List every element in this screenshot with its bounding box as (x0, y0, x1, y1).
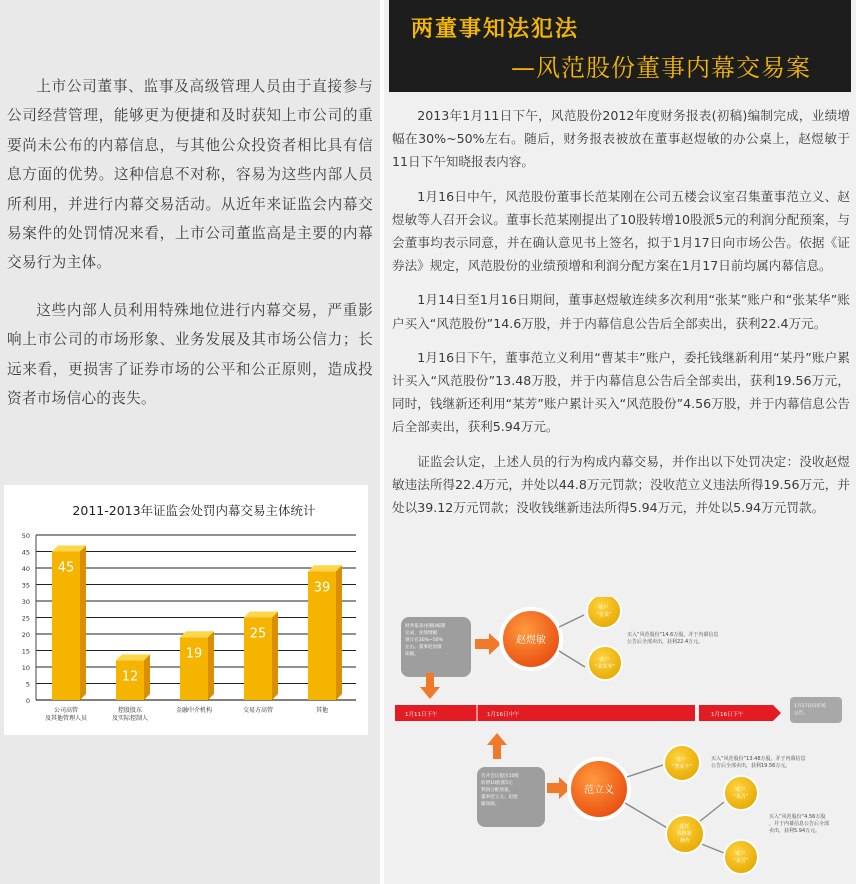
case-paragraph-5: 证监会认定，上述人员的行为构成内幕交易，并作出以下处罚决定：没收赵煜敏违法所得22.4万元，并处以44.8万元罚款；没收范立义违法所得19.56万元，并处以39.12万元罚款；没收钱继新违法所得5.94万元，并处以5.94万元罚款。 (392, 453, 850, 516)
x-tick-label: 控股股东 (117, 707, 143, 714)
info-box-meeting-line: 利润分配预案， (481, 788, 514, 793)
timeline-date-1: 1月11日下午 (405, 712, 438, 718)
bar-value-label: 45 (57, 560, 75, 576)
note-fan-1-line: 公告后全部卖出，获利19.56万元。 (711, 763, 791, 769)
account-zhang-line: 账户 (598, 605, 609, 611)
headline-banner (389, 0, 851, 92)
account-dan-line: “某丹” (733, 794, 749, 800)
x-tick-label: 金融中介机构 (175, 707, 213, 714)
y-tick-label: 30 (21, 598, 30, 606)
y-tick-label: 25 (21, 614, 30, 623)
note-fan-2-line: 卖出，获利5.94万元。 (769, 828, 821, 834)
account-dan-line: 账户 (735, 787, 746, 793)
intro-paragraph-2: 这些内部人员利用特殊地位进行内幕交易，严重影响上市公司的市场形象、业务发展及其市场公信力；长远来看，更损害了证券市场的公平和公正原则，造成投资者市场信心的丧失。 (7, 301, 373, 408)
bar-top (244, 612, 278, 618)
info-box-meeting-line: 敏知晓。 (481, 802, 500, 807)
intro-text (7, 72, 373, 431)
node-qian-line: 委托 (679, 824, 690, 830)
note-fan-2-line: 买入“风范股份”4.56万股 (769, 814, 826, 820)
link-fan-qian (625, 803, 669, 829)
bar-chart-svg (4, 485, 368, 735)
link-zhao-zhanghua (559, 651, 585, 667)
headline-title: 两董事知法犯法 (411, 17, 580, 42)
y-tick-label: 20 (21, 631, 30, 639)
x-tick-label: 其他 (315, 707, 329, 714)
case-paragraph-2: 1月16日中午，风范股份董事长范某刚在公司五楼会议室召集董事范立义、赵煜敏等人召开会议。董事长范某刚提出了10股转增10股派5元的利润分配预案，与会董事均表示同意，并在确认意见书上签名，拟于1月17日向市场公告。依据《证券法》规定，风范股份的业绩预增和利润分配方案在1月17日前均属内幕信息。 (392, 188, 850, 274)
info-box-financial-line: 完成，业绩增幅 (405, 631, 438, 636)
info-box-financial-line: 左右。董事赵煜敏 (405, 645, 442, 650)
bar-top (116, 654, 150, 660)
note-fan-1-line: 买入“风范股份”13.48万股，并于内幕信息 (711, 756, 806, 762)
info-box-meeting-line: 召开会议提出10股 (481, 774, 520, 779)
node-qian-line: 操作 (679, 838, 691, 844)
account-cao-line: “曹某丰” (671, 764, 693, 770)
note-zhao (627, 631, 720, 645)
timeline-date-2: 1月16日中午 (487, 712, 520, 718)
node-qian-line: 钱继新 (676, 831, 692, 837)
x-tick-label: 及实际控制人 (111, 715, 149, 722)
left-panel (0, 0, 380, 884)
account-fang-circle (724, 840, 758, 874)
node-zhao-label: 赵煜敏 (516, 635, 546, 646)
bar-chart (4, 485, 368, 735)
headline-subtitle: —风范股份董事内幕交易案 (511, 54, 811, 82)
bar-side (336, 565, 342, 700)
y-tick-label: 40 (21, 565, 30, 573)
info-box-financial-line: 知晓。 (405, 652, 419, 657)
bar-side (144, 654, 150, 700)
account-zhanghua-line: “张某华” (594, 664, 616, 670)
timeline-end-line: 公告。 (794, 711, 808, 716)
y-tick-label: 45 (21, 548, 30, 557)
y-tick-label: 10 (21, 664, 30, 672)
bar-value-label: 12 (121, 669, 139, 685)
case-paragraph-1: 2013年1月11日下午，风范股份2012年度财务报表(初稿)编制完成，业绩增幅在30%~50%左右。随后，财务报表被放在董事赵煜敏的办公桌上，赵煜敏于11日下午知晓报表内容。 (392, 108, 850, 170)
chart-title: 2011-2013年证监会处罚内幕交易主体统计 (72, 503, 316, 518)
note-fan-2-line: ，并于内幕信息公告后全部 (769, 821, 830, 827)
case-text (392, 104, 850, 530)
account-fang-line: “某芳” (733, 858, 749, 864)
bar-top (180, 631, 214, 637)
y-tick-label: 0 (25, 697, 30, 705)
timeline-end-box (790, 697, 842, 723)
y-tick-label: 35 (21, 581, 30, 590)
node-fan-label: 范立义 (584, 785, 614, 796)
info-box-financial-line: 预计在30%~50% (405, 638, 444, 643)
y-tick-label: 50 (21, 532, 30, 540)
intro-paragraph-1: 上市公司董事、监事及高级管理人员由于直接参与公司经营管理，能够更为便捷和及时获知上市公司的重要尚未公布的内幕信息，与其他公众投资者相比具有信息方面的优势。这种信息不对称，容易为这些内部人员所利用，并进行内幕交易活动。从近年来证监会内幕交易案件的处罚情况来看，上市公司董监高是主要的内幕交易行为主体。 (7, 78, 373, 272)
y-tick-label: 5 (25, 680, 30, 689)
info-box-financial-line: 财务报表(初稿)编制 (405, 624, 446, 629)
link-qian-dan (699, 802, 724, 822)
note-fan-2 (769, 813, 831, 834)
timeline-bar-1 (395, 705, 695, 721)
case-diagram-svg (389, 597, 851, 882)
link-zhao-zhang (559, 615, 584, 627)
info-box-meeting-line: 转增10股派5元 (481, 781, 513, 786)
account-zhanghua-circle (588, 646, 622, 680)
link-qian-fang (699, 843, 724, 853)
account-cao-circle (664, 745, 700, 781)
x-tick-label: 交易方高管 (242, 707, 274, 714)
bar-side (80, 546, 86, 701)
timeline-end-line: 1月17日向市场 (794, 704, 826, 709)
x-tick-label: 及其他管理人员 (44, 715, 88, 722)
bar-value-label: 25 (249, 626, 267, 642)
account-cao-line: 账户 (676, 757, 687, 763)
x-tick-label: 公司高管 (53, 707, 79, 714)
arrow-to-zhao (475, 633, 501, 655)
account-dan-circle (724, 776, 758, 810)
timeline-date-3: 1月16日下午 (711, 712, 744, 718)
case-paragraph-3: 1月14日至1月16日期间，董事赵煜敏连续多次利用“张某”账户和“张某华”账户买入“风范股份”14.6万股，并于内幕信息公告后全部卖出，获利22.4万元。 (392, 292, 850, 331)
note-fan-1 (711, 755, 807, 769)
note-zhao-line: 买入“风范股份”14.6万股，并于内幕信息 (627, 632, 719, 638)
account-fang-line: 账户 (735, 851, 746, 857)
right-panel (384, 0, 856, 884)
y-tick-label: 15 (21, 647, 30, 656)
bar-side (272, 612, 278, 701)
case-paragraph-4: 1月16日下午，董事范立义利用“曹某丰”账户，委托钱继新利用“某丹”账户累计买入“风范股份”13.48万股，并于内幕信息公告后全部卖出，获利19.56万元，同时，钱继新还利用“某芳”账户累计买入“风范股份”4.56万股，并于内幕信息公告后全部卖出，获利5.94万元。 (392, 349, 850, 435)
bar-value-label: 39 (313, 580, 331, 596)
case-diagram (389, 597, 851, 882)
arrow-up-timeline (487, 733, 507, 759)
info-box-meeting-line: 董事范立义、赵煜 (481, 795, 518, 800)
account-zhang-line: “张某” (596, 612, 612, 618)
link-fan-cao (627, 765, 663, 777)
bar-top (308, 565, 342, 571)
bar-value-label: 19 (185, 646, 203, 662)
timeline-arrowhead (773, 705, 781, 721)
bar-top (52, 546, 86, 552)
account-zhanghua-line: 账户 (599, 657, 610, 663)
note-zhao-line: 公告后全部卖出，获利22.4万元。 (627, 639, 704, 645)
bar-side (208, 631, 214, 700)
